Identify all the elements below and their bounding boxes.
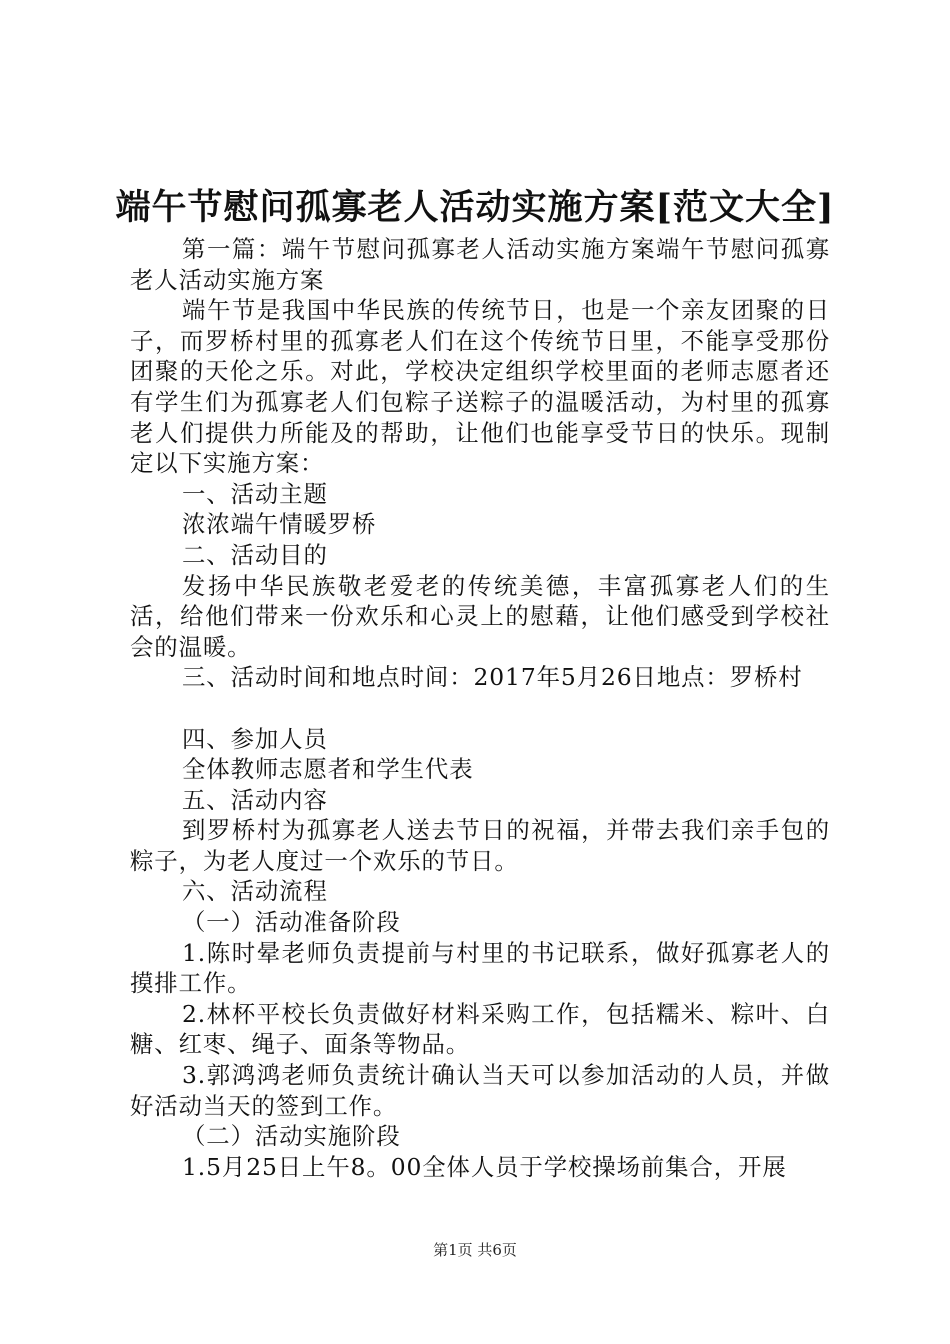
document-title: 端午节慰问孤寡老人活动实施方案[范文大全]: [115, 187, 835, 228]
paragraph: 发扬中华民族敬老爱老的传统美德，丰富孤寡老人们的生活，给他们带来一份欢乐和心灵上的慰藉，让他们感受到学校社会的温暖。: [130, 571, 830, 661]
section-heading: 一、活动主题: [182, 479, 328, 508]
list-item: 3.郭鸿鸿老师负责统计确认当天可以参加活动的人员，并做好活动当天的签到工作。: [130, 1061, 830, 1120]
subsection-heading: （一）活动准备阶段: [182, 908, 401, 937]
paragraph: 到罗桥村为孤寡老人送去节日的祝福，并带去我们亲手包的粽子，为老人度过一个欢乐的节日。: [130, 816, 830, 875]
subsection-heading: （二）活动实施阶段: [182, 1122, 401, 1151]
document-body: [130, 234, 830, 1182]
blank-line: [130, 693, 830, 724]
paragraph: 第一篇：端午节慰问孤寡老人活动实施方案端午节慰问孤寡老人活动实施方案: [130, 235, 830, 294]
page-footer: 第1页 共6页: [433, 1241, 517, 1259]
paragraph: 浓浓端午情暖罗桥: [182, 510, 377, 539]
list-item: 1.陈时晕老师负责提前与村里的书记联系，做好孤寡老人的摸排工作。: [130, 938, 830, 998]
list-item: 1.5月25日上午8。00全体人员于学校操场前集合，开展: [182, 1152, 787, 1181]
section-heading: 二、活动目的: [182, 540, 328, 569]
section-heading: 三、活动时间和地点时间：2017年5月26日地点：罗桥村: [182, 663, 803, 692]
paragraph: 全体教师志愿者和学生代表: [182, 755, 474, 784]
paragraph: 端午节是我国中华民族的传统节日，也是一个亲友团聚的日子，而罗桥村里的孤寡老人们在这个传统节日里，不能享受那份团聚的天伦之乐。对此，学校决定组织学校里面的老师志愿者还有学生们为孤寡老人们包粽子送粽子的温暖活动，为村里的孤寡老人们提供力所能及的帮助，让他们也能享受节日的快乐。现制定以下实施方案：: [130, 296, 830, 478]
section-heading: 五、活动内容: [182, 785, 328, 814]
section-heading: 四、参加人员: [182, 724, 328, 753]
section-heading: 六、活动流程: [182, 877, 328, 906]
list-item: 2.林杯平校长负责做好材料采购工作，包括糯米、粽叶、白糖、红枣、绳子、面条等物品。: [130, 999, 830, 1059]
